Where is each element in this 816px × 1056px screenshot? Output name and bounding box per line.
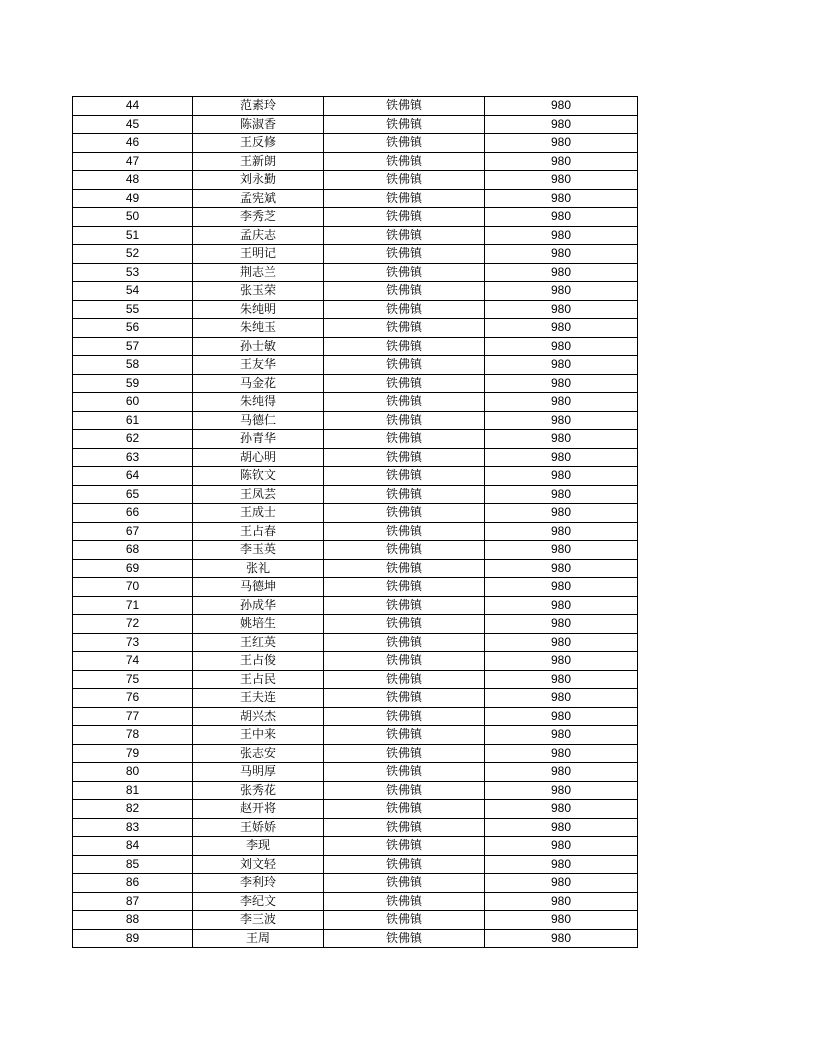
- name-cell: 赵开将: [193, 800, 324, 819]
- table-row: [73, 208, 638, 227]
- town-cell: 铁佛镇: [324, 263, 485, 282]
- town-cell: 铁佛镇: [324, 726, 485, 745]
- table-row: [73, 763, 638, 782]
- name-cell: 王友华: [193, 356, 324, 375]
- town-cell: 铁佛镇: [324, 652, 485, 671]
- name-cell: 李现: [193, 837, 324, 856]
- row-number-cell: 72: [73, 615, 193, 634]
- name-cell: 姚培生: [193, 615, 324, 634]
- table-row: [73, 226, 638, 245]
- amount-cell: 980: [485, 763, 638, 782]
- row-number-cell: 45: [73, 115, 193, 134]
- town-cell: 铁佛镇: [324, 300, 485, 319]
- table-row: [73, 115, 638, 134]
- amount-cell: 980: [485, 245, 638, 264]
- town-cell: 铁佛镇: [324, 504, 485, 523]
- row-number-cell: 83: [73, 818, 193, 837]
- table-row: [73, 485, 638, 504]
- town-cell: 铁佛镇: [324, 596, 485, 615]
- table-row: [73, 726, 638, 745]
- town-cell: 铁佛镇: [324, 633, 485, 652]
- row-number-cell: 85: [73, 855, 193, 874]
- row-number-cell: 55: [73, 300, 193, 319]
- table-row: [73, 670, 638, 689]
- table-row: [73, 652, 638, 671]
- row-number-cell: 77: [73, 707, 193, 726]
- table-row: [73, 263, 638, 282]
- row-number-cell: 59: [73, 374, 193, 393]
- name-cell: 张玉荣: [193, 282, 324, 301]
- town-cell: 铁佛镇: [324, 689, 485, 708]
- table-row: [73, 430, 638, 449]
- table-row: [73, 319, 638, 338]
- table-row: [73, 633, 638, 652]
- table-row: [73, 837, 638, 856]
- name-cell: 马德仁: [193, 411, 324, 430]
- town-cell: 铁佛镇: [324, 744, 485, 763]
- amount-cell: 980: [485, 226, 638, 245]
- name-cell: 张志安: [193, 744, 324, 763]
- town-cell: 铁佛镇: [324, 911, 485, 930]
- row-number-cell: 84: [73, 837, 193, 856]
- name-cell: 朱纯玉: [193, 319, 324, 338]
- row-number-cell: 46: [73, 134, 193, 153]
- table-row: [73, 744, 638, 763]
- row-number-cell: 68: [73, 541, 193, 560]
- amount-cell: 980: [485, 874, 638, 893]
- amount-cell: 980: [485, 374, 638, 393]
- town-cell: 铁佛镇: [324, 855, 485, 874]
- name-cell: 马德坤: [193, 578, 324, 597]
- town-cell: 铁佛镇: [324, 837, 485, 856]
- amount-cell: 980: [485, 726, 638, 745]
- town-cell: 铁佛镇: [324, 448, 485, 467]
- amount-cell: 980: [485, 319, 638, 338]
- row-number-cell: 87: [73, 892, 193, 911]
- town-cell: 铁佛镇: [324, 337, 485, 356]
- name-cell: 王红英: [193, 633, 324, 652]
- roster-table-body: [73, 97, 638, 948]
- amount-cell: 980: [485, 263, 638, 282]
- name-cell: 王中来: [193, 726, 324, 745]
- town-cell: 铁佛镇: [324, 670, 485, 689]
- table-row: [73, 559, 638, 578]
- name-cell: 孙士敏: [193, 337, 324, 356]
- table-row: [73, 522, 638, 541]
- table-row: [73, 874, 638, 893]
- amount-cell: 980: [485, 670, 638, 689]
- amount-cell: 980: [485, 578, 638, 597]
- name-cell: 李三波: [193, 911, 324, 930]
- amount-cell: 980: [485, 485, 638, 504]
- amount-cell: 980: [485, 652, 638, 671]
- town-cell: 铁佛镇: [324, 800, 485, 819]
- name-cell: 胡兴杰: [193, 707, 324, 726]
- row-number-cell: 49: [73, 189, 193, 208]
- table-row: [73, 356, 638, 375]
- row-number-cell: 48: [73, 171, 193, 190]
- table-row: [73, 578, 638, 597]
- table-row: [73, 189, 638, 208]
- town-cell: 铁佛镇: [324, 541, 485, 560]
- amount-cell: 980: [485, 189, 638, 208]
- row-number-cell: 76: [73, 689, 193, 708]
- amount-cell: 980: [485, 837, 638, 856]
- amount-cell: 980: [485, 504, 638, 523]
- name-cell: 孟庆志: [193, 226, 324, 245]
- town-cell: 铁佛镇: [324, 115, 485, 134]
- table-row: [73, 393, 638, 412]
- name-cell: 王反修: [193, 134, 324, 153]
- row-number-cell: 73: [73, 633, 193, 652]
- town-cell: 铁佛镇: [324, 467, 485, 486]
- table-row: [73, 337, 638, 356]
- row-number-cell: 89: [73, 929, 193, 948]
- row-number-cell: 51: [73, 226, 193, 245]
- roster-sheet: [72, 96, 638, 948]
- amount-cell: 980: [485, 929, 638, 948]
- name-cell: 王明记: [193, 245, 324, 264]
- town-cell: 铁佛镇: [324, 485, 485, 504]
- town-cell: 铁佛镇: [324, 134, 485, 153]
- town-cell: 铁佛镇: [324, 929, 485, 948]
- row-number-cell: 69: [73, 559, 193, 578]
- table-row: [73, 282, 638, 301]
- table-row: [73, 245, 638, 264]
- amount-cell: 980: [485, 467, 638, 486]
- table-row: [73, 152, 638, 171]
- table-row: [73, 374, 638, 393]
- row-number-cell: 70: [73, 578, 193, 597]
- name-cell: 张秀花: [193, 781, 324, 800]
- name-cell: 王新朗: [193, 152, 324, 171]
- row-number-cell: 44: [73, 97, 193, 116]
- town-cell: 铁佛镇: [324, 226, 485, 245]
- town-cell: 铁佛镇: [324, 97, 485, 116]
- row-number-cell: 62: [73, 430, 193, 449]
- town-cell: 铁佛镇: [324, 171, 485, 190]
- amount-cell: 980: [485, 152, 638, 171]
- amount-cell: 980: [485, 541, 638, 560]
- amount-cell: 980: [485, 559, 638, 578]
- row-number-cell: 75: [73, 670, 193, 689]
- town-cell: 铁佛镇: [324, 245, 485, 264]
- row-number-cell: 80: [73, 763, 193, 782]
- amount-cell: 980: [485, 744, 638, 763]
- amount-cell: 980: [485, 356, 638, 375]
- name-cell: 朱纯得: [193, 393, 324, 412]
- table-row: [73, 596, 638, 615]
- amount-cell: 980: [485, 430, 638, 449]
- town-cell: 铁佛镇: [324, 874, 485, 893]
- row-number-cell: 86: [73, 874, 193, 893]
- amount-cell: 980: [485, 781, 638, 800]
- table-row: [73, 467, 638, 486]
- amount-cell: 980: [485, 689, 638, 708]
- amount-cell: 980: [485, 282, 638, 301]
- name-cell: 朱纯明: [193, 300, 324, 319]
- row-number-cell: 78: [73, 726, 193, 745]
- amount-cell: 980: [485, 615, 638, 634]
- name-cell: 陈钦文: [193, 467, 324, 486]
- town-cell: 铁佛镇: [324, 430, 485, 449]
- table-row: [73, 855, 638, 874]
- town-cell: 铁佛镇: [324, 152, 485, 171]
- amount-cell: 980: [485, 134, 638, 153]
- table-row: [73, 615, 638, 634]
- name-cell: 范素玲: [193, 97, 324, 116]
- row-number-cell: 66: [73, 504, 193, 523]
- amount-cell: 980: [485, 97, 638, 116]
- amount-cell: 980: [485, 337, 638, 356]
- town-cell: 铁佛镇: [324, 393, 485, 412]
- amount-cell: 980: [485, 522, 638, 541]
- row-number-cell: 88: [73, 911, 193, 930]
- table-row: [73, 707, 638, 726]
- row-number-cell: 60: [73, 393, 193, 412]
- amount-cell: 980: [485, 818, 638, 837]
- row-number-cell: 71: [73, 596, 193, 615]
- row-number-cell: 67: [73, 522, 193, 541]
- amount-cell: 980: [485, 911, 638, 930]
- amount-cell: 980: [485, 855, 638, 874]
- row-number-cell: 65: [73, 485, 193, 504]
- amount-cell: 980: [485, 171, 638, 190]
- name-cell: 荆志兰: [193, 263, 324, 282]
- name-cell: 王夫连: [193, 689, 324, 708]
- row-number-cell: 52: [73, 245, 193, 264]
- name-cell: 王凤芸: [193, 485, 324, 504]
- name-cell: 李纪文: [193, 892, 324, 911]
- amount-cell: 980: [485, 208, 638, 227]
- amount-cell: 980: [485, 393, 638, 412]
- row-number-cell: 74: [73, 652, 193, 671]
- name-cell: 陈淑香: [193, 115, 324, 134]
- town-cell: 铁佛镇: [324, 411, 485, 430]
- name-cell: 李玉英: [193, 541, 324, 560]
- amount-cell: 980: [485, 411, 638, 430]
- row-number-cell: 61: [73, 411, 193, 430]
- name-cell: 王占春: [193, 522, 324, 541]
- row-number-cell: 53: [73, 263, 193, 282]
- name-cell: 王周: [193, 929, 324, 948]
- row-number-cell: 82: [73, 800, 193, 819]
- town-cell: 铁佛镇: [324, 559, 485, 578]
- town-cell: 铁佛镇: [324, 781, 485, 800]
- row-number-cell: 50: [73, 208, 193, 227]
- name-cell: 王占俊: [193, 652, 324, 671]
- row-number-cell: 64: [73, 467, 193, 486]
- amount-cell: 980: [485, 892, 638, 911]
- name-cell: 王占民: [193, 670, 324, 689]
- row-number-cell: 54: [73, 282, 193, 301]
- table-row: [73, 448, 638, 467]
- town-cell: 铁佛镇: [324, 615, 485, 634]
- amount-cell: 980: [485, 596, 638, 615]
- town-cell: 铁佛镇: [324, 892, 485, 911]
- name-cell: 孙成华: [193, 596, 324, 615]
- name-cell: 李秀芝: [193, 208, 324, 227]
- row-number-cell: 57: [73, 337, 193, 356]
- table-row: [73, 818, 638, 837]
- table-row: [73, 689, 638, 708]
- name-cell: 张礼: [193, 559, 324, 578]
- town-cell: 铁佛镇: [324, 282, 485, 301]
- town-cell: 铁佛镇: [324, 818, 485, 837]
- name-cell: 刘永勤: [193, 171, 324, 190]
- table-row: [73, 929, 638, 948]
- amount-cell: 980: [485, 448, 638, 467]
- name-cell: 李利玲: [193, 874, 324, 893]
- town-cell: 铁佛镇: [324, 374, 485, 393]
- row-number-cell: 63: [73, 448, 193, 467]
- name-cell: 孟宪斌: [193, 189, 324, 208]
- table-row: [73, 411, 638, 430]
- name-cell: 孙青华: [193, 430, 324, 449]
- row-number-cell: 58: [73, 356, 193, 375]
- name-cell: 马明厚: [193, 763, 324, 782]
- town-cell: 铁佛镇: [324, 578, 485, 597]
- amount-cell: 980: [485, 115, 638, 134]
- name-cell: 王娇娇: [193, 818, 324, 837]
- amount-cell: 980: [485, 800, 638, 819]
- table-row: [73, 541, 638, 560]
- town-cell: 铁佛镇: [324, 189, 485, 208]
- town-cell: 铁佛镇: [324, 707, 485, 726]
- table-row: [73, 504, 638, 523]
- town-cell: 铁佛镇: [324, 356, 485, 375]
- roster-table: [72, 96, 638, 948]
- town-cell: 铁佛镇: [324, 319, 485, 338]
- table-row: [73, 300, 638, 319]
- table-row: [73, 171, 638, 190]
- amount-cell: 980: [485, 633, 638, 652]
- name-cell: 马金花: [193, 374, 324, 393]
- name-cell: 胡心明: [193, 448, 324, 467]
- table-row: [73, 800, 638, 819]
- row-number-cell: 47: [73, 152, 193, 171]
- town-cell: 铁佛镇: [324, 763, 485, 782]
- row-number-cell: 81: [73, 781, 193, 800]
- name-cell: 王成士: [193, 504, 324, 523]
- table-row: [73, 892, 638, 911]
- table-row: [73, 134, 638, 153]
- town-cell: 铁佛镇: [324, 522, 485, 541]
- name-cell: 刘文轻: [193, 855, 324, 874]
- amount-cell: 980: [485, 300, 638, 319]
- table-row: [73, 781, 638, 800]
- row-number-cell: 56: [73, 319, 193, 338]
- amount-cell: 980: [485, 707, 638, 726]
- table-row: [73, 97, 638, 116]
- town-cell: 铁佛镇: [324, 208, 485, 227]
- table-row: [73, 911, 638, 930]
- row-number-cell: 79: [73, 744, 193, 763]
